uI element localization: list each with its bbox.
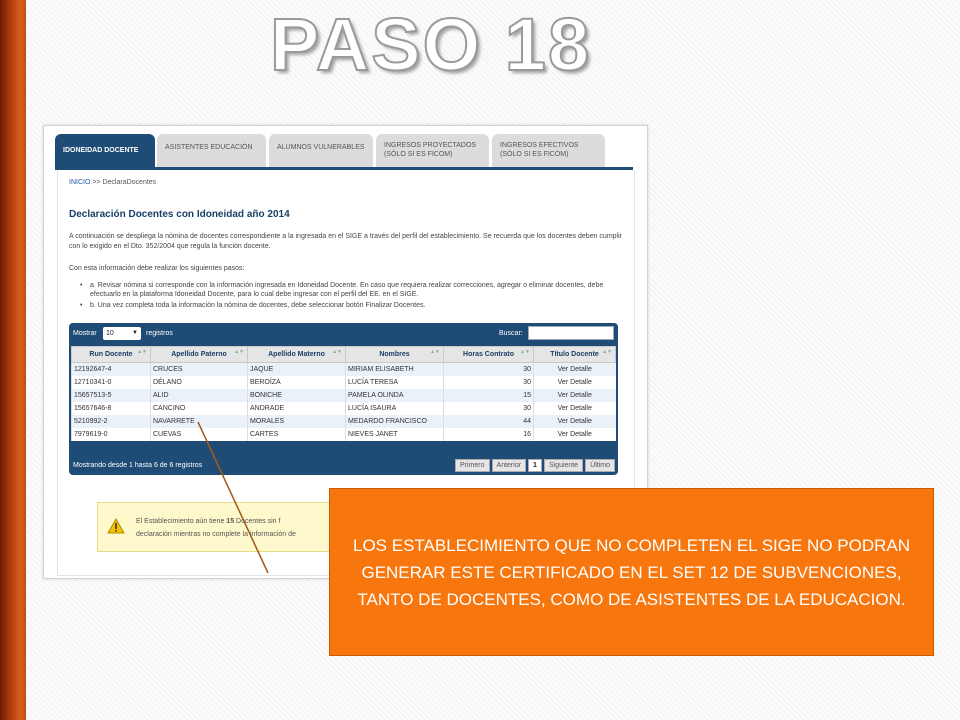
page-title: Declaración Docentes con Idoneidad año 2014 xyxy=(69,209,290,220)
tab-label: INGRESOS EFECTIVOS xyxy=(500,142,579,149)
sort-icon: ▲▼ xyxy=(234,349,244,355)
search-label: Buscar: xyxy=(499,330,523,337)
cell-nombres: PAMELA OLINDA xyxy=(346,389,444,402)
callout-box xyxy=(329,488,934,656)
cell-apellido-paterno: CANCINO xyxy=(151,402,248,415)
cell-apellido-materno: JAQUE xyxy=(248,363,346,377)
cell-horas: 30 xyxy=(444,363,534,377)
cell-nombres: MEDARDO FRANCISCO xyxy=(346,415,444,428)
breadcrumb-separator: >> xyxy=(92,179,101,186)
cell-nombres: NIEVES JANET xyxy=(346,428,444,441)
breadcrumb-home-link[interactable]: INICIO xyxy=(69,179,91,186)
ver-detalle-link[interactable]: Ver Detalle xyxy=(534,415,616,428)
cell-apellido-paterno: CUEVAS xyxy=(151,428,248,441)
warning-line2: declaración mientras no complete la información de xyxy=(136,531,296,538)
tab-label: ASISTENTES EDUCACIÓN xyxy=(165,144,253,151)
sort-icon: ▲▼ xyxy=(602,349,612,355)
show-label: Mostrar xyxy=(73,330,97,337)
cell-horas: 15 xyxy=(444,389,534,402)
column-header-nombres[interactable]: Nombres ▲▼ xyxy=(346,347,444,363)
ver-detalle-link[interactable]: Ver Detalle xyxy=(534,428,616,441)
column-header-apellido-materno[interactable]: Apellido Materno ▲▼ xyxy=(248,347,346,363)
sort-icon: ▲▼ xyxy=(430,349,440,355)
cell-apellido-paterno: DÉLANO xyxy=(151,376,248,389)
cell-run: 15657646-8 xyxy=(72,402,151,415)
sort-icon: ▲▼ xyxy=(137,349,147,355)
pager-prev-button[interactable]: Anterior xyxy=(492,459,527,472)
cell-apellido-materno: CARTES xyxy=(248,428,346,441)
tab-sublabel: (SÓLO SI ES FICOM) xyxy=(384,151,453,158)
ver-detalle-link[interactable]: Ver Detalle xyxy=(534,363,616,377)
cell-horas: 44 xyxy=(444,415,534,428)
tab-label: ALUMNOS VULNERABLES xyxy=(277,144,365,151)
pager-page-1-button[interactable]: 1 xyxy=(528,459,542,472)
steps-intro: Con esta información debe realizar los siguientes pasos: xyxy=(69,265,245,272)
sort-icon: ▲▼ xyxy=(520,349,530,355)
chevron-down-icon: ▼ xyxy=(132,330,138,336)
breadcrumb-current: DeclaraDocentes xyxy=(102,179,157,186)
cell-apellido-materno: BONICHE xyxy=(248,389,346,402)
pager-first-button[interactable]: Primero xyxy=(455,459,490,472)
step-item: • a. Revisar nómina si corresponde con la información ingresada en Idoneidad Docente. En caso que requiera realizar correcciones, agregar o eliminar docentes, debe efectuarlo en la plataforma Idoneidad Docente, para lo cual debe ingresar con el perfil del EE. en el SIGE. xyxy=(82,281,622,299)
cell-horas: 16 xyxy=(444,428,534,441)
warning-line1-post: Docentes sin f xyxy=(236,518,281,525)
tab-label: INGRESOS PROYECTADOS xyxy=(384,142,477,149)
warning-line1-pre: El Establecimiento aún tiene xyxy=(136,518,225,525)
sort-icon: ▲▼ xyxy=(332,349,342,355)
tab-label: IDONEIDAD DOCENTE xyxy=(63,147,139,154)
cell-apellido-paterno: NAVARRETE xyxy=(151,415,248,428)
step-item: • b. Una vez completa toda la información la nómina de docentes, debe seleccionar botón Finalizar Docentes. xyxy=(82,301,622,310)
column-header-apellido-paterno[interactable]: Apellido Paterno ▲▼ xyxy=(151,347,248,363)
cell-horas: 30 xyxy=(444,376,534,389)
cell-apellido-paterno: ALID xyxy=(151,389,248,402)
tab-sublabel: (SÓLO SI ES FICOM) xyxy=(500,151,569,158)
page-size-value: 10 xyxy=(106,330,114,337)
records-info: Mostrando desde 1 hasta 6 de 6 registros xyxy=(73,462,203,469)
pager-last-button[interactable]: Último xyxy=(585,459,615,472)
intro-text: A continuación se despliega la nómina de docentes correspondiente a la ingresada en el SIGE a través del perfil del establecimiento. Se recuerda que los docentes deben cumplir con lo exigido en el Dto. 352/2004 que regula la función docente. xyxy=(69,233,622,250)
cell-run: 5210992-2 xyxy=(72,415,151,428)
cell-nombres: LUCÍA ISAURA xyxy=(346,402,444,415)
cell-nombres: LUCÍA TERESA xyxy=(346,376,444,389)
cell-run: 12192647-4 xyxy=(72,363,151,377)
column-header-run[interactable]: Run Docente ▲▼ xyxy=(72,347,151,363)
cell-apellido-materno: BEROÍZA xyxy=(248,376,346,389)
cell-horas: 30 xyxy=(444,402,534,415)
pager-next-button[interactable]: Siguiente xyxy=(544,459,583,472)
ver-detalle-link[interactable]: Ver Detalle xyxy=(534,389,616,402)
slide-title: PASO 18 xyxy=(270,3,592,86)
cell-apellido-materno: ANDRADE xyxy=(248,402,346,415)
column-header-titulo[interactable]: Título Docente ▲▼ xyxy=(534,347,616,363)
callout-text: LOS ESTABLECIMIENTO QUE NO COMPLETEN EL SIGE NO PODRAN GENERAR ESTE CERTIFICADO EN EL SET 12 DE SUBVENCIONES, TANTO DE DOCENTES, COMO DE ASISTENTES DE LA EDUCACION. xyxy=(352,535,911,609)
cell-nombres: MIRIAM ELISABETH xyxy=(346,363,444,377)
records-label: registros xyxy=(146,330,173,337)
ver-detalle-link[interactable]: Ver Detalle xyxy=(534,402,616,415)
cell-run: 7979619-0 xyxy=(72,428,151,441)
warning-count: 15 xyxy=(226,518,235,525)
cell-run: 15657513-5 xyxy=(72,389,151,402)
cell-apellido-paterno: CRUCES xyxy=(151,363,248,377)
ver-detalle-link[interactable]: Ver Detalle xyxy=(534,376,616,389)
column-header-horas[interactable]: Horas Contrato ▲▼ xyxy=(444,347,534,363)
cell-run: 12710341-0 xyxy=(72,376,151,389)
cell-apellido-materno: MORALES xyxy=(248,415,346,428)
